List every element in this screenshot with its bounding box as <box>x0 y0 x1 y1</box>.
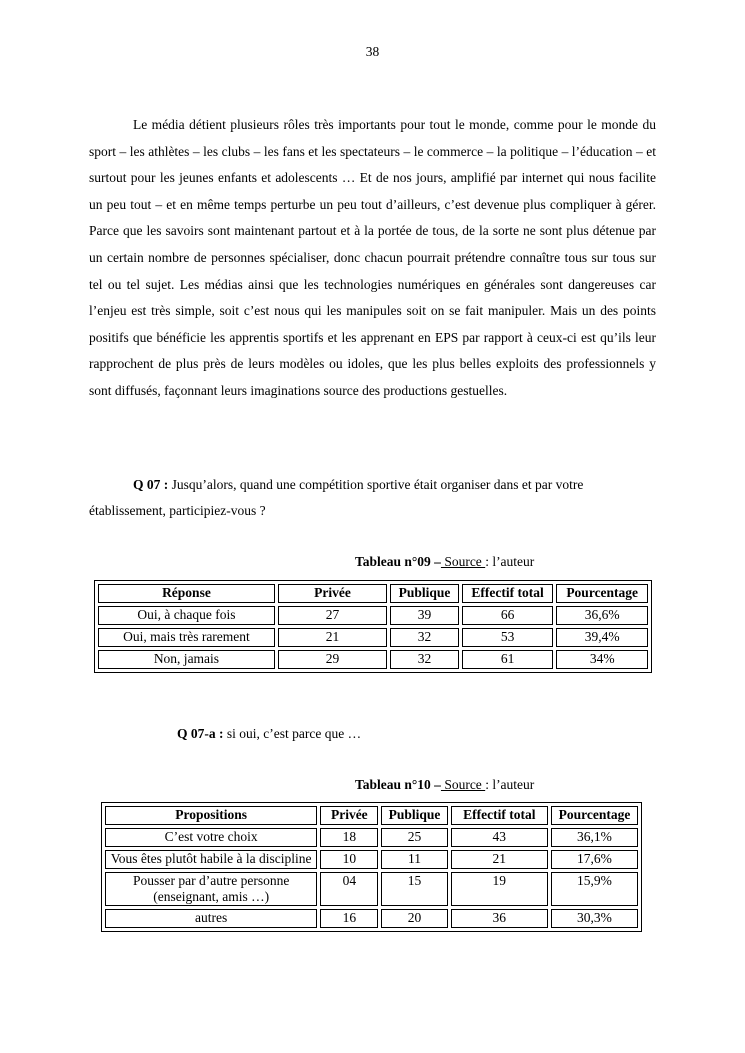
table-cell: 18 <box>320 828 378 847</box>
table-row <box>105 850 638 869</box>
table-cell: 36,6% <box>556 606 648 625</box>
table-caption <box>355 554 534 570</box>
caption-title: Tableau n°09 – <box>355 554 441 569</box>
header-cell: Privée <box>278 584 387 603</box>
table-cell: 53 <box>462 628 554 647</box>
table-cell: 27 <box>278 606 387 625</box>
table-cell: 04 <box>320 872 378 906</box>
table-cell: 10 <box>320 850 378 869</box>
page-number: 38 <box>365 44 380 59</box>
body-paragraph: Le média détient plusieurs rôles très importants pour tout le monde, comme pour le monde du sport – les athlètes – les clubs – les fans et les spectateurs – le commerce – la politique – l’éducation – et surtout pour les jeunes enfants et adolescents … Et de nos jours, amplifié par internet qui nous facilite un peu tout – et en même temps perturbe un peu tout d’ailleurs, c’est devenue plus compliquer à gérer. Parce que les savoirs sont maintenant partout et à la portée de tous, de la sorte ne sont plus détenue par un certain nombre de personnes spécialiser, donc chacun pourrait prétendre connaître tous sur tous sur tel ou tel sujet. Les médias ainsi que les technologies numériques en générales sont dangereuses car l’enjeu est très simple, soit c’est nous qui les manipules soit on se fait manipuler. Mais un des points positifs que bénéficie les apprentis sportifs et les apprenant en EPS par rapport à ceux-ci est qu’ils leur rapprochent de plus près de leurs modèles ou idoles, que les plus belles exploits des professionnels y sont diffusés, façonnant leurs imaginations source des productions gestuelles. <box>89 117 656 398</box>
question-q07 <box>89 472 656 524</box>
header-cell: Publique <box>381 806 447 825</box>
table-cell: 32 <box>390 628 459 647</box>
table-cell: 19 <box>451 872 548 906</box>
table-cell: 15 <box>381 872 447 906</box>
header-cell: Propositions <box>105 806 317 825</box>
table-header-row <box>98 584 648 603</box>
caption-source: Source <box>440 554 486 569</box>
table-10 <box>101 802 642 932</box>
table-cell: 32 <box>390 650 459 669</box>
caption-title: Tableau n°10 – <box>355 777 441 792</box>
header-cell: Pourcentage <box>556 584 648 603</box>
table-caption <box>355 777 534 793</box>
table-cell: 15,9% <box>551 872 638 906</box>
header-cell: Privée <box>320 806 378 825</box>
table-cell: 25 <box>381 828 447 847</box>
table-cell: 29 <box>278 650 387 669</box>
table-cell: Oui, mais très rarement <box>98 628 275 647</box>
table-cell: 39,4% <box>556 628 648 647</box>
table-row <box>105 872 638 906</box>
table-row <box>98 606 648 625</box>
table-cell: Non, jamais <box>98 650 275 669</box>
header-cell: Effectif total <box>462 584 554 603</box>
caption-source: Source <box>440 777 486 792</box>
question-label: Q 07-a : <box>177 726 224 741</box>
table-header-row <box>105 806 638 825</box>
question-q07a <box>177 721 361 747</box>
table-cell: 11 <box>381 850 447 869</box>
table-cell: 39 <box>390 606 459 625</box>
table-row <box>98 650 648 669</box>
table-09 <box>94 580 652 673</box>
table-cell: Pousser par d’autre personne (enseignant, amis …) <box>105 872 317 906</box>
table-cell: 36,1% <box>551 828 638 847</box>
header-cell: Publique <box>390 584 459 603</box>
table-row <box>105 828 638 847</box>
table-cell: 34% <box>556 650 648 669</box>
table-cell: 21 <box>278 628 387 647</box>
question-text: Jusqu’alors, quand une compétition sportive était organiser dans et par votre établissement, participiez-vous ? <box>89 477 584 518</box>
table-cell: 21 <box>451 850 548 869</box>
caption-author: : l’auteur <box>485 554 535 569</box>
header-cell: Réponse <box>98 584 275 603</box>
header-cell: Effectif total <box>451 806 548 825</box>
table-cell: 66 <box>462 606 554 625</box>
table-cell: 61 <box>462 650 554 669</box>
table-cell: 43 <box>451 828 548 847</box>
question-label: Q 07 : <box>133 477 169 492</box>
table-cell: Oui, à chaque fois <box>98 606 275 625</box>
table-row <box>98 628 648 647</box>
header-cell: Pourcentage <box>551 806 638 825</box>
table-row <box>105 909 638 928</box>
table-cell: C’est votre choix <box>105 828 317 847</box>
table-cell: 17,6% <box>551 850 638 869</box>
caption-author: : l’auteur <box>485 777 535 792</box>
table-cell: Vous êtes plutôt habile à la discipline <box>105 850 317 869</box>
table-cell: autres <box>105 909 317 928</box>
question-text: si oui, c’est parce que … <box>223 726 362 741</box>
table-cell: 16 <box>320 909 378 928</box>
table-cell: 36 <box>451 909 548 928</box>
table-cell: 30,3% <box>551 909 638 928</box>
table-cell: 20 <box>381 909 447 928</box>
